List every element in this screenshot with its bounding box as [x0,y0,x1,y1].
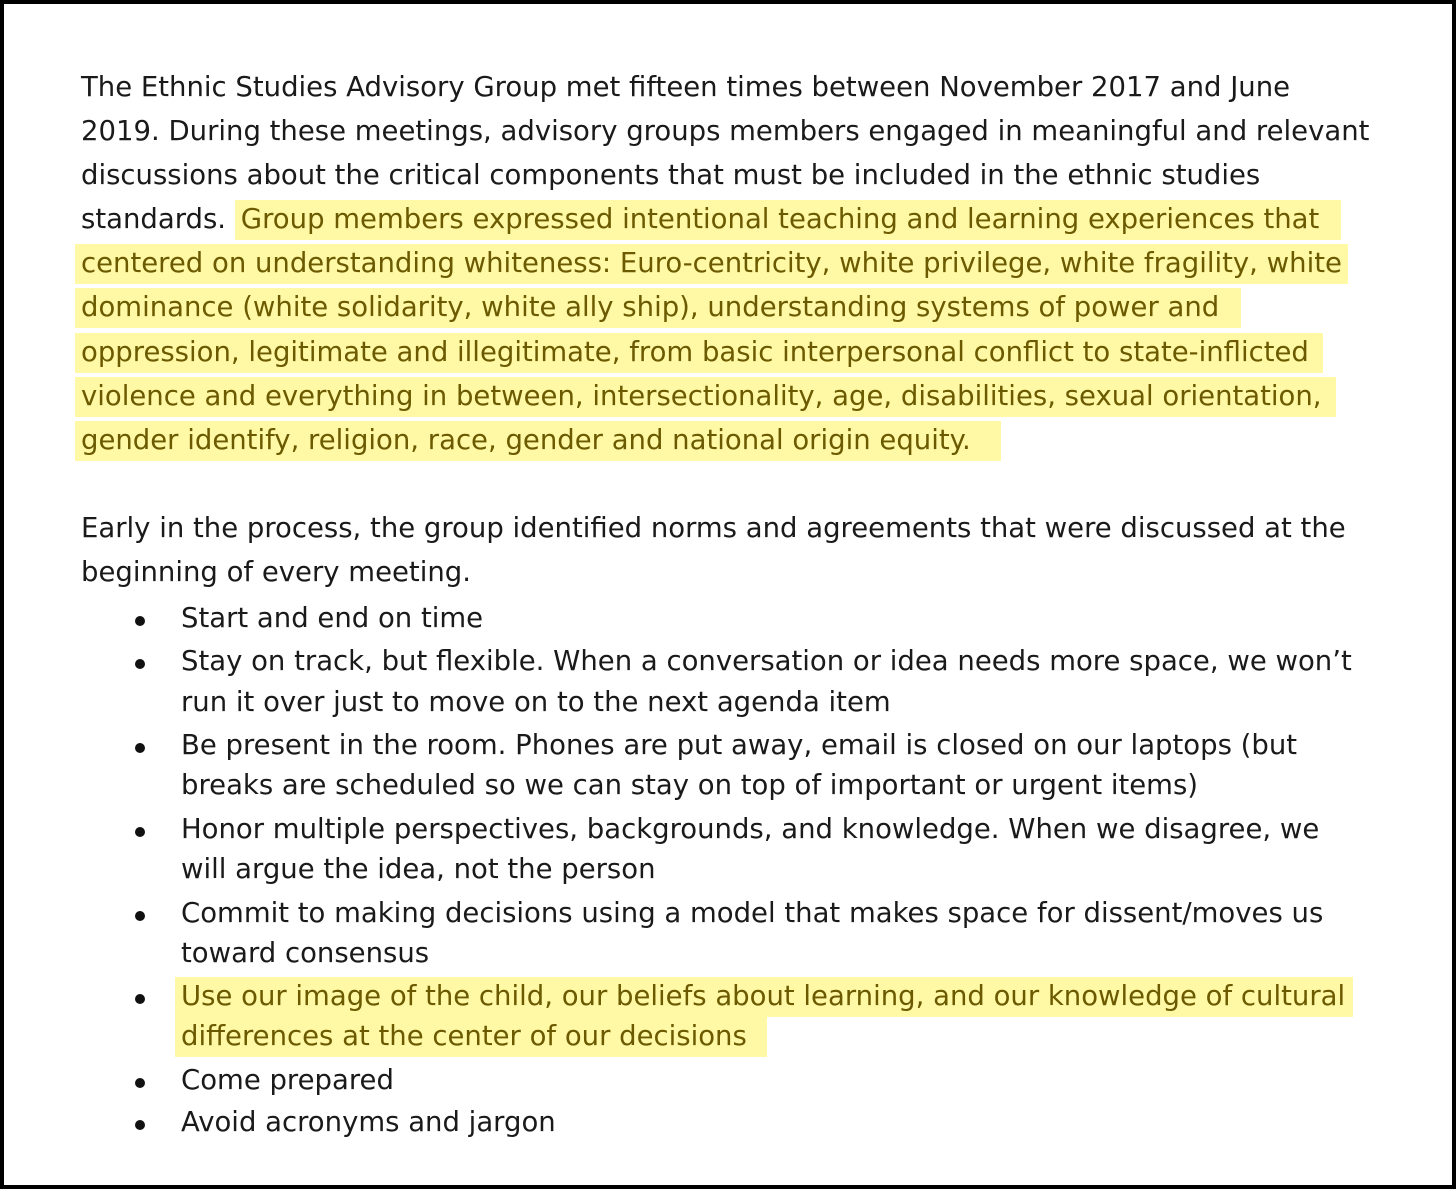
bullet-dot [135,911,145,921]
bullet-dot [135,743,145,753]
bullet-6-line-1 [181,980,1353,1012]
bullet-3-line-2: breaks are scheduled so we can stay on top of important or urgent items) [181,769,1199,801]
paragraph-2-line-2: beginning of every meeting. [81,556,471,588]
paragraph-1-line-9 [81,424,1001,456]
highlighted-text: Use our image of the child, our beliefs about learning, and our knowledge of cultural [175,977,1353,1017]
highlighted-text: centered on understanding whiteness: Euro-centricity, white privilege, white fragility, white [75,244,1348,284]
bullet-3-line-1: Be present in the room. Phones are put away, email is closed on our laptops (but [181,729,1298,761]
bullet-dot [135,659,145,669]
paragraph-2-line-1: Early in the process, the group identified norms and agreements that were discussed at the [81,512,1346,544]
bullet-2-line-1: Stay on track, but flexible. When a conversation or idea needs more space, we won’t [181,645,1352,677]
paragraph-1-line-3: discussions about the critical components that must be included in the ethnic studies [81,159,1261,191]
bullet-7-line-1: Come prepared [181,1064,394,1096]
highlighted-text: dominance (white solidarity, white ally ship), understanding systems of power and [75,288,1241,328]
bullet-5-line-2: toward consensus [181,937,430,969]
bullet-dot [135,994,145,1004]
bullet-dot [135,616,145,626]
bullet-dot [135,1078,145,1088]
bullet-8-line-1: Avoid acronyms and jargon [181,1106,556,1138]
bullet-1-line-1: Start and end on time [181,602,484,634]
paragraph-1-line-5 [81,247,1348,279]
bullet-dot [135,1120,145,1130]
highlighted-text: gender identify, religion, race, gender and national origin equity. [75,421,1001,461]
bullet-4-line-2: will argue the idea, not the person [181,853,656,885]
bullet-6-line-2 [181,1020,767,1052]
bullet-4-line-1: Honor multiple perspectives, backgrounds, and knowledge. When we disagree, we [181,813,1320,845]
highlighted-text: differences at the center of our decisions [175,1017,767,1057]
paragraph-1-line-4 [81,203,1341,235]
highlighted-text: oppression, legitimate and illegitimate, from basic interpersonal conflict to state-inflicted [75,333,1323,373]
highlighted-text: Group members expressed intentional teaching and learning experiences that [235,200,1342,240]
paragraph-1-line-6 [81,291,1241,323]
paragraph-1-line-2: 2019. During these meetings, advisory groups members engaged in meaningful and relevant [81,115,1370,147]
bullet-dot [135,827,145,837]
paragraph-1-line-7 [81,336,1323,368]
bullet-5-line-1: Commit to making decisions using a model that makes space for dissent/moves us [181,897,1324,929]
paragraph-1-line-8 [81,380,1336,412]
bullet-2-line-2: run it over just to move on to the next agenda item [181,686,891,718]
highlighted-text: violence and everything in between, intersectionality, age, disabilities, sexual orientation, [75,377,1336,417]
paragraph-1-line-4-plain: standards. [81,203,227,235]
paragraph-1-line-1: The Ethnic Studies Advisory Group met fifteen times between November 2017 and June [81,71,1291,103]
